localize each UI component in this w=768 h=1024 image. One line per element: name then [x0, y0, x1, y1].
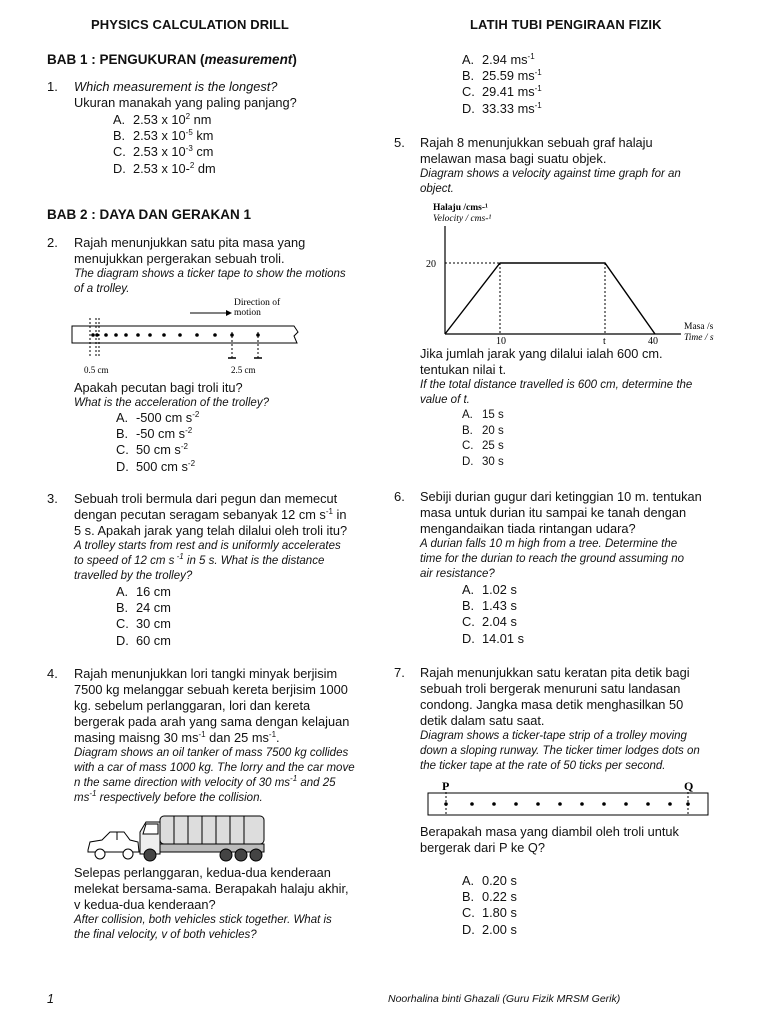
option-unit: nm [190, 112, 212, 127]
option-letter: A. [462, 873, 475, 888]
option-value: 1.80 s [482, 905, 517, 921]
option-value: 20 s [482, 424, 504, 437]
option-a [462, 408, 504, 424]
q3-number: 3. [47, 491, 58, 506]
option-b [116, 426, 199, 442]
q7-ticker-tape-diagram [424, 778, 714, 822]
option-value: 15 s [482, 409, 504, 421]
option-c [116, 442, 199, 458]
option-letter: B. [462, 68, 475, 84]
option-value: 500 cm s [136, 458, 188, 474]
q5-tick-x1: 10 [496, 336, 506, 346]
option-letter: A. [462, 52, 475, 67]
q1-number: 1. [47, 79, 58, 94]
option-value: 25 s [482, 440, 504, 453]
q5-tick-x2: t [603, 336, 606, 346]
option-d [462, 455, 504, 471]
q5-xlabel-2: Time / s [684, 333, 714, 343]
q2-text: Rajah menunjukkan satu pita masa yang menujukkan pergerakan sebuah troli. The diagram shows a ticker tape to show the motions of a trolley. [74, 235, 346, 295]
q5-number: 5. [394, 135, 405, 150]
option-value: 2.53 x 10 [133, 144, 186, 160]
option-value: 2.53 x 10- [133, 160, 190, 176]
q7-tape-strip [428, 793, 708, 815]
footer-page-number: 1 [47, 992, 54, 1006]
q7-ticker-dots [444, 802, 690, 806]
header-left-title: PHYSICS CALCULATION DRILL [91, 17, 289, 32]
q4-truck [140, 816, 264, 861]
q5-velocity-time-graph [426, 198, 726, 346]
q2-question: Apakah pecutan bagi troli itu? What is the acceleration of the trolley? [74, 380, 269, 409]
q4-car [88, 832, 139, 859]
option-d [462, 631, 524, 647]
option-value: 14.01 s [482, 630, 524, 646]
option-b [116, 600, 171, 616]
option-exponent: -1 [534, 84, 542, 94]
option-d [113, 161, 216, 177]
option-exponent: -2 [180, 442, 188, 452]
option-letter: D. [462, 455, 474, 468]
q6-text: Sebiji durian gugur dari ketinggian 10 m. tentukan masa untuk durian itu sampai ke tanah dengan mengandaikan tiada rintangan udara? A durian falls 10 m high from a tree. Determine the time for the durian to reach the ground assuming no air resistance? [420, 489, 702, 580]
option-value: 60 cm [136, 632, 171, 648]
option-c [462, 84, 542, 100]
option-letter: B. [462, 598, 475, 614]
q4-number: 4. [47, 666, 58, 681]
q3-text: Sebuah troli bermula dari pegun dan memecut dengan pecutan seragam sebanyak 12 cm $s^{-1}$ in 5 s. Apakah jarak yang telah dilalui oleh troli itu? A trolley starts from rest and is uniformly accelerates to speed of 12 cm s $^{-1}$ in 5 s. What is the distance travelled by the trolley? [74, 491, 348, 582]
bab2-heading: BAB 2 : DAYA DAN GERAKAN 1 [47, 207, 252, 222]
option-value: 50 cm s [136, 442, 181, 458]
option-exponent: -3 [185, 144, 193, 154]
option-letter: D. [462, 921, 475, 937]
option-letter: B. [113, 128, 126, 144]
q5-options [462, 408, 504, 470]
option-letter: B. [116, 600, 129, 616]
option-unit: cm [192, 144, 214, 160]
q5-text: Rajah 8 menunjukkan sebuah graf halaju melawan masa bagi suatu objek. Diagram shows a velocity against time graph for an object. [420, 135, 681, 195]
option-value: 16 cm [136, 584, 171, 599]
option-letter: A. [462, 582, 475, 597]
option-exponent: -1 [534, 68, 542, 78]
option-b [462, 424, 504, 440]
q7-text: Rajah menunjukkan satu keratan pita detik bagi sebuah troli bergerak menuruni satu landasan condong. Jangka masa detik menghasilkan 50 detik dalam satu saat. Diagram shows a ticker-tape strip of a trolley moving down a sloping runway. The ticker timer lodges dots on the ticker tape at the rate of 50 ticks per second. [420, 665, 700, 772]
option-b [462, 68, 542, 84]
q2-ticker-dots [91, 333, 260, 337]
q1-text: Which measurement is the longest? Ukuran manakah yang paling panjang? [74, 79, 297, 110]
q4-options [462, 52, 542, 117]
option-value: 2.00 s [482, 921, 517, 937]
q2-direction-arrowhead [226, 310, 232, 316]
option-letter: D. [113, 160, 126, 176]
option-value: 2.94 ms [482, 52, 528, 67]
option-exponent: -2 [185, 426, 193, 436]
q5-graph-line [445, 263, 655, 334]
option-a [116, 410, 199, 426]
option-d [462, 922, 517, 938]
q2-direction-label-2: motion [234, 308, 261, 318]
q4-text: Rajah menunjukkan lori tangki minyak berjisim 7500 kg melanggar sebuah kereta berjisim 1000 kg. sebelum perlanggaran, lori dan kereta bergerak pada arah yang sama dengan kelajuan masing maisng 30 $ms^{-1}$ dan 25 $ms^{-1}$. Diagram shows an oil tanker of mass 7500 kg collides with a car of mass 1000 kg. The lorry and the car move n the same direction with velocity of 30 $ms^{-1}$ and 25 $ms^{-1}$ respectively before the collision. [74, 666, 355, 804]
option-letter: C. [116, 616, 129, 632]
option-exponent: -2 [187, 458, 196, 468]
option-letter: C. [462, 440, 474, 453]
option-b [462, 889, 517, 905]
option-letter: B. [462, 424, 473, 437]
option-c [116, 616, 171, 632]
q6-options [462, 582, 524, 647]
q4-truck-car-diagram [84, 810, 270, 866]
footer-author: Noorhalina binti Ghazali (Guru Fizik MRSM Gerik) [388, 993, 621, 1005]
q5-xlabel-1: Masa /s [684, 322, 714, 332]
q1-options [113, 112, 216, 177]
q7-question: Berapakah masa yang diambil oleh troli untuk bergerak dari P ke Q? [420, 824, 679, 855]
option-a [116, 584, 171, 600]
q5-ylabel-2: Velocity / cms-¹ [433, 214, 492, 224]
option-letter: B. [116, 426, 129, 442]
option-letter: C. [116, 442, 129, 458]
option-a [462, 52, 542, 68]
option-b [462, 598, 524, 614]
q7-label-p: P [442, 779, 450, 793]
header-right-title: LATIH TUBI PENGIRAAN FIZIK [470, 17, 662, 32]
q5-question: Jika jumlah jarak yang dilalui ialah 600 cm. tentukan nilai t. If the total distance travelled is 600 cm, determine the value of t. [420, 346, 693, 406]
q7-label-q: Q [684, 779, 694, 793]
option-letter: D. [462, 100, 475, 116]
option-value: 30 cm [136, 616, 171, 632]
option-d [462, 101, 542, 117]
q5-tick-y: 20 [426, 259, 436, 270]
option-value: 30 s [482, 455, 504, 468]
option-c [113, 144, 216, 160]
option-letter: A. [113, 112, 126, 127]
q2-ticker-tape-diagram [66, 296, 304, 378]
option-value: -500 cm s [136, 410, 193, 425]
option-letter: B. [462, 889, 475, 905]
bab1-heading: BAB 1 : PENGUKURAN (measurement) [47, 52, 297, 67]
q6-number: 6. [394, 489, 405, 504]
option-value: 25.59 ms [482, 68, 535, 84]
option-letter: C. [462, 905, 475, 921]
option-value: 1.43 s [482, 598, 517, 614]
option-exponent: -5 [185, 128, 193, 138]
option-value: 24 cm [136, 600, 171, 616]
option-letter: D. [462, 630, 475, 646]
option-c [462, 439, 504, 455]
option-value: 2.53 x 10 [133, 112, 186, 127]
option-letter: A. [116, 584, 129, 599]
option-value: 0.20 s [482, 873, 517, 888]
option-value: -50 cm s [136, 426, 186, 442]
option-letter: D. [116, 632, 129, 648]
option-value: 29.41 ms [482, 84, 535, 100]
option-exponent: 2 [189, 160, 195, 170]
q5-ylabel-1: Halaju /cms-¹ [433, 203, 488, 213]
option-value: 0.22 s [482, 889, 517, 905]
q5-tick-x3: 40 [648, 336, 658, 346]
q2-label-right: 2.5 cm [231, 365, 256, 375]
option-a [113, 112, 216, 128]
option-unit: dm [194, 160, 216, 176]
option-exponent: -2 [192, 410, 200, 419]
option-b [113, 128, 216, 144]
q2-direction-label-1: Direction of [234, 298, 281, 308]
option-value: 2.53 x 10 [133, 128, 186, 144]
q2-number: 2. [47, 235, 58, 250]
option-letter: A. [462, 409, 473, 421]
q7-number: 7. [394, 665, 405, 680]
option-letter: C. [462, 84, 475, 100]
option-letter: A. [116, 410, 129, 425]
option-exponent: 2 [185, 112, 191, 121]
option-a [462, 582, 524, 598]
option-letter: D. [116, 458, 129, 474]
option-a [462, 873, 517, 889]
option-d [116, 459, 199, 475]
option-letter: C. [462, 614, 475, 630]
option-exponent: -1 [534, 100, 542, 110]
option-exponent: -1 [527, 52, 535, 61]
q2-options [116, 410, 199, 475]
option-value: 33.33 ms [482, 100, 535, 116]
option-c [462, 905, 517, 921]
q4-question: Selepas perlanggaran, kedua-dua kenderaan melekat bersama-sama. Berapakah halaju akhir, v kedua-dua kenderaan? After collision, both vehicles stick together. What is the final velocity, v of both vehicles? [74, 865, 349, 941]
option-value: 1.02 s [482, 582, 517, 597]
option-c [462, 614, 524, 630]
option-letter: C. [113, 144, 126, 160]
q7-options [462, 873, 517, 938]
option-value: 2.04 s [482, 614, 517, 630]
q3-options [116, 584, 171, 649]
q2-label-left: 0.5 cm [84, 365, 109, 375]
option-d [116, 633, 171, 649]
option-unit: km [192, 128, 214, 144]
